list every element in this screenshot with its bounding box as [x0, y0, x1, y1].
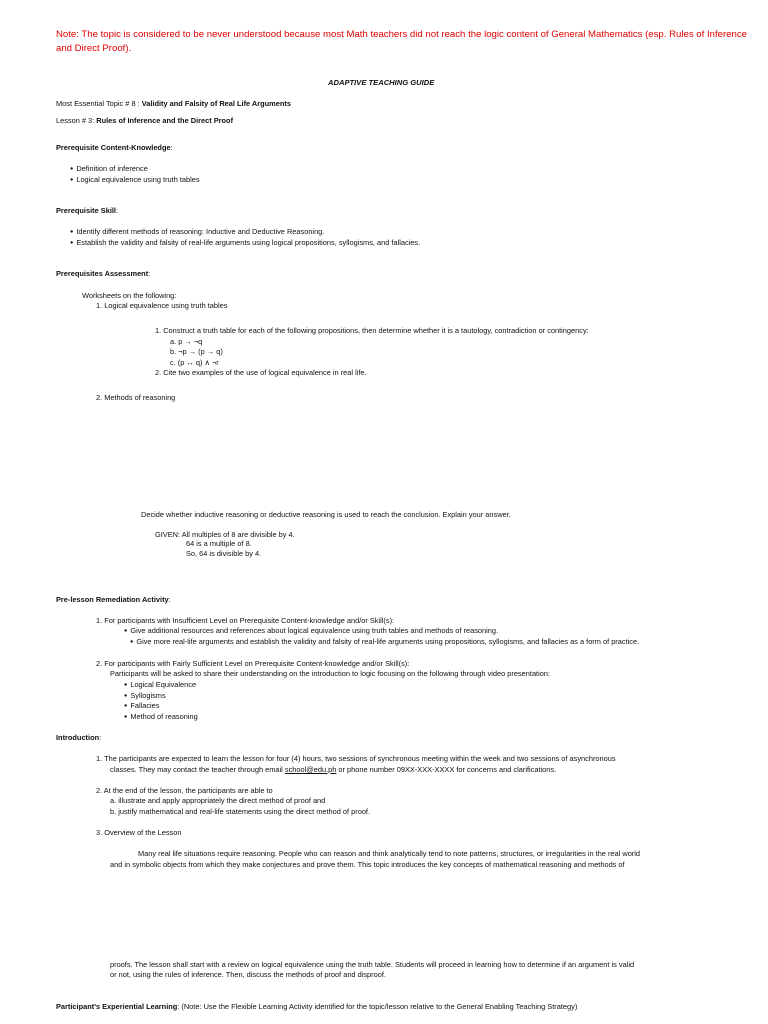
topic-value: Validity and Falsity of Real Life Arguments	[141, 99, 291, 108]
list-item: ● Logical equivalence using truth tables	[70, 175, 200, 186]
remediation-p2-desc: Participants will be asked to share their understanding on the introduction to logic focusing on the following through video presentation:	[110, 669, 551, 678]
remediation-p1-list	[124, 626, 639, 647]
lesson-line	[56, 116, 233, 127]
assessment-item-1: 1. Logical equivalence using truth tables	[96, 301, 228, 310]
assessment-sub-c: c. (p ↔ q) ∧ ¬r	[170, 358, 219, 367]
list-item: ● Give additional resources and references about logical equivalence using truth tables and methods of reasoning.	[124, 626, 639, 637]
intro-item-1-line-2: classes. They may contact the teacher through email school@edu.ph or phone number 09XX-XXX-XXXX for concerns and clarifications.	[110, 765, 557, 774]
list-item: ● Fallacies	[124, 701, 198, 712]
lesson-value: Rules of Inference and the Direct Proof	[96, 116, 234, 125]
given-line-1: GIVEN: All multiples of 8 are divisible by 4.	[155, 530, 295, 539]
lesson-label: Lesson # 3:	[56, 116, 97, 125]
document-title: ADAPTIVE TEACHING GUIDE	[328, 78, 435, 87]
intro-item-3: 3. Overview of the Lesson	[96, 828, 182, 837]
prereq-content-list	[70, 164, 200, 185]
intro-item-1-line-1: 1. The participants are expected to learn the lesson for four (4) hours, two sessions of synchronous meeting within the week and two sessions of asynchronous	[96, 754, 616, 763]
intro-item-2: 2. At the end of the lesson, the participants are able to	[96, 786, 273, 795]
given-line-2: 64 is a multiple of 8.	[186, 539, 252, 548]
remediation-p2: 2. For participants with Fairly Sufficient Level on Prerequisite Content-knowledge and/or Skill(s):	[96, 659, 410, 668]
assessment-sub-b: b. ¬p → (p → q)	[170, 347, 223, 356]
intro-item-2b: b. justify mathematical and real-life statements using the direct method of proof.	[110, 807, 371, 816]
list-item: ● Identify different methods of reasoning: Inductive and Deductive Reasoning.	[70, 227, 420, 238]
experiential-line: Participant's Experiential Learning: (Note: Use the Flexible Learning Activity identified for the topic/lesson relative to the General Enabling Teaching Strategy)	[56, 1002, 578, 1011]
topic-line	[56, 99, 291, 110]
header-note: Note: The topic is considered to be never understood because most Math teachers did not reach the logic content of General Mathematics (esp. Rules of Inference and Direct Proof).	[56, 29, 747, 54]
list-item: ● Syllogisms	[124, 691, 198, 702]
overview-line-2: and in symbolic objects from which they make conjectures and prove them. This topic introduces the key concepts of mathematical reasoning and methods of	[110, 860, 625, 869]
remediation-p1: 1. For participants with Insufficient Level on Prerequisite Content-knowledge and/or Skill(s):	[96, 616, 395, 625]
overview-line-4: or not, using the rules of inference. Then, discuss the methods of proof and disproof.	[110, 970, 386, 979]
topic-label: Most Essential Topic # 8 :	[56, 99, 142, 108]
experiential-note: (Note: Use the Flexible Learning Activity identified for the topic/lesson relative to the General Enabling Teaching Strategy)	[179, 1002, 578, 1011]
assessment-item-2: 2. Methods of reasoning	[96, 393, 176, 402]
experiential-heading: Participant's Experiential Learning	[56, 1002, 178, 1011]
list-item: ● Give more real-life arguments and establish the validity and falsity of real-life arguments using propositions, syllogisms, and fallacies as a form of practice.	[130, 637, 639, 648]
list-item: ● Definition of inference	[70, 164, 200, 175]
assessment-intro: Worksheets on the following:	[82, 291, 177, 300]
prereq-content-heading: Prerequisite Content-Knowledge:	[56, 143, 173, 152]
given-line-3: So, 64 is divisible by 4.	[186, 549, 262, 558]
assessment-sub-1: 1. Construct a truth table for each of the following propositions, then determine whether it is a tautology, contradiction or contingency:	[155, 326, 589, 335]
prereq-assessment-heading: Prerequisites Assessment:	[56, 269, 151, 278]
list-item: ● Logical Equivalence	[124, 680, 198, 691]
remediation-p2-list	[124, 680, 198, 722]
assessment-decide: Decide whether inductive reasoning or deductive reasoning is used to reach the conclusion. Explain your answer.	[141, 510, 511, 519]
assessment-sub-2: 2. Cite two examples of the use of logical equivalence in real life.	[155, 368, 367, 377]
prereq-skill-list	[70, 227, 420, 248]
introduction-heading: Introduction:	[56, 733, 102, 742]
assessment-sub-a: a. p → ¬q	[170, 337, 203, 346]
list-item: ● Establish the validity and falsity of real-life arguments using logical propositions, syllogisms, and fallacies.	[70, 238, 420, 249]
prereq-skill-heading: Prerequisite Skill:	[56, 206, 119, 215]
list-item: ● Method of reasoning	[124, 712, 198, 723]
remediation-heading: Pre-lesson Remediation Activity:	[56, 595, 171, 604]
intro-item-2a: a. illustrate and apply appropriately the direct method of proof and	[110, 796, 326, 805]
overview-line-1: Many real life situations require reasoning. People who can reason and think analytically tend to note patterns, structures, or irregularities in the real world	[138, 849, 641, 858]
overview-line-3: proofs. The lesson shall start with a review on logical equivalence using the truth table. Students will proceed in learning how to determine if an argument is valid	[110, 960, 635, 969]
email-link[interactable]: school@edu.ph	[284, 765, 337, 774]
